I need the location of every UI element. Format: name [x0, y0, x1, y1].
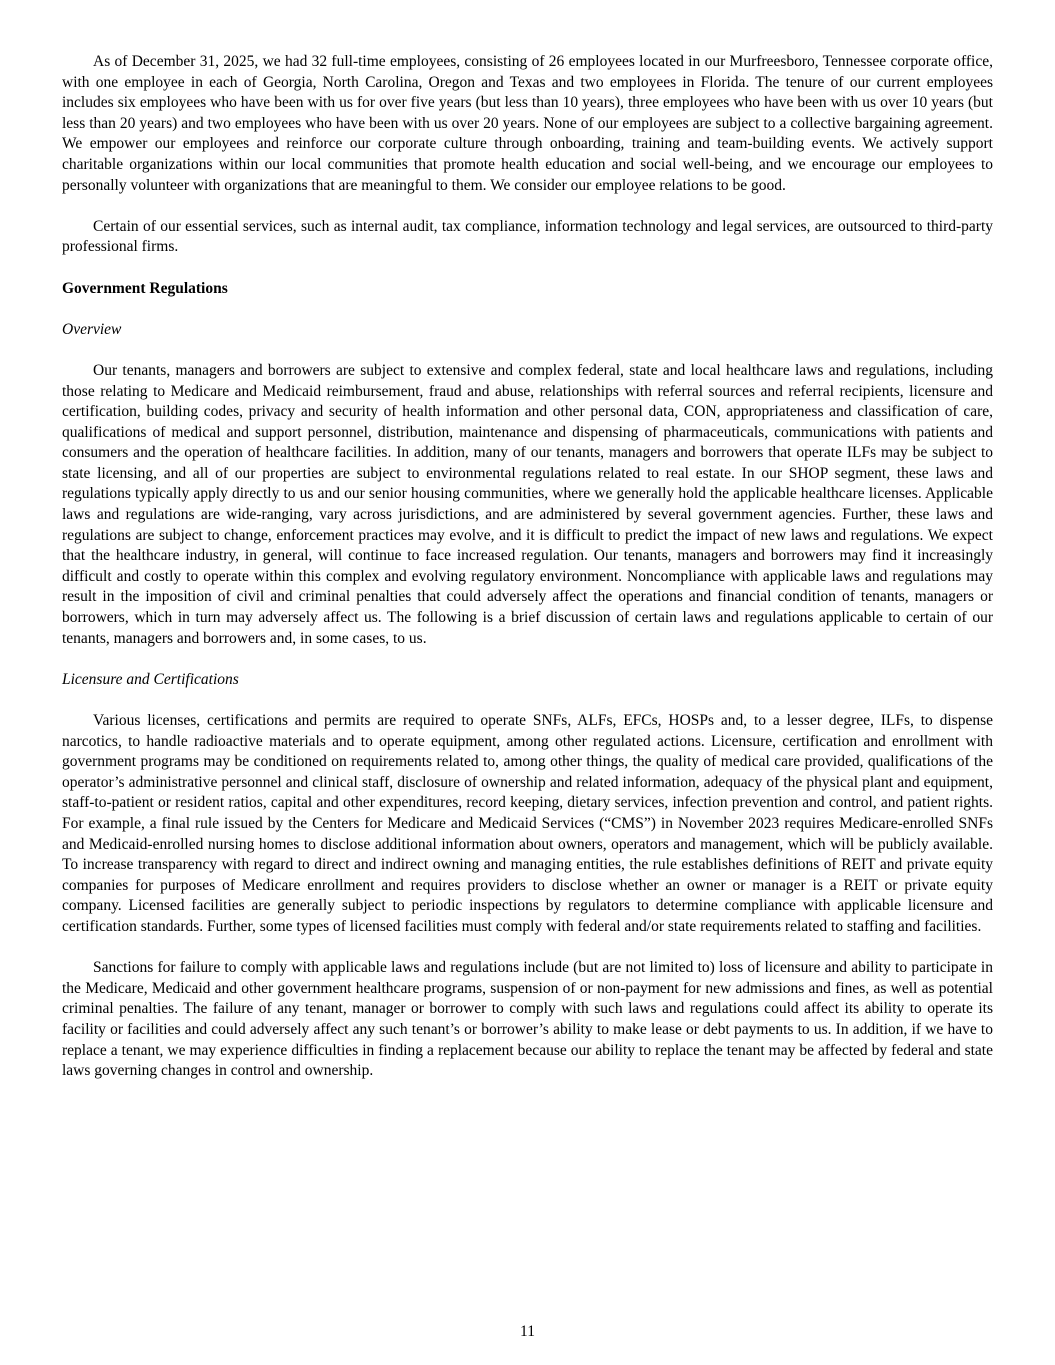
- document-page: [62, 52, 993, 1082]
- sanctions-paragraph: Sanctions for failure to comply with applicable laws and regulations include (but are not limited to) loss of licensure and ability to participate in the Medicare, Medicaid and other government healthcare programs, suspension of or non-payment for new admissions and fines, as well as potential criminal penalties. The failure of any tenant, manager or borrower to comply with such laws and regulations could affect its ability to operate its facility or facilities and could adversely affect any such tenant’s or borrower’s ability to make lease or debt payments to us. In addition, if we have to replace a tenant, we may experience difficulties in finding a replacement because our ability to replace the tenant may be affected by federal and state laws governing changes in control and ownership.: [62, 959, 993, 1080]
- overview-paragraph: Our tenants, managers and borrowers are subject to extensive and complex federal, state and local healthcare laws and regulations, including those relating to Medicare and Medicaid reimbursement, fraud and abuse, relationships with referral sources and referral recipients, licensure and certification, building codes, privacy and security of health information and other personal data, CON, appropriateness and classification of care, qualifications of medical and support personnel, distribution, maintenance and dispensing of pharmaceuticals, communications with patients and consumers and the operation of healthcare facilities. In addition, many of our tenants, managers and borrowers that operate ILFs may be subject to state licensing, and all of our properties are subject to environmental regulations related to real estate. In our SHOP segment, these laws and regulations typically apply directly to us and our senior housing communities, where we generally hold the applicable healthcare licenses. Applicable laws and regulations are wide-ranging, vary across jurisdictions, and are administered by several government agencies. Further, these laws and regulations are subject to change, enforcement practices may evolve, and it is difficult to predict the impact of new laws and regulations. We expect that the healthcare industry, in general, will continue to face increased regulation. Our tenants, managers and borrowers may find it increasingly difficult and costly to operate within this complex and evolving regulatory environment. Noncompliance with applicable laws and regulations may result in the imposition of civil and criminal penalties that could adversely affect the operations and financial condition of tenants, managers or borrowers, which in turn may adversely affect us. The following is a brief discussion of certain laws and regulations applicable to certain of our tenants, managers and borrowers and, in some cases, to us.: [62, 361, 993, 647]
- employees-paragraph: As of December 31, 2025, we had 32 full-time employees, consisting of 26 employees located in our Murfreesboro, Tennessee corporate office, with one employee in each of Georgia, North Carolina, Oregon and Texas and two employees in Florida. The tenure of our current employees includes six employees who have been with us for over five years (but less than 10 years), three employees who have been with us over 10 years (but less than 20 years) and two employees who have been with us over 20 years. None of our employees are subject to a collective bargaining agreement. We empower our employees and reinforce our corporate culture through onboarding, training and team-building events. We actively support charitable organizations within our local communities that promote health education and social well-being, and we encourage our employees to personally volunteer with organizations that are meaningful to them. We consider our employee relations to be good.: [62, 53, 993, 194]
- page-number: 11: [520, 1323, 535, 1340]
- government-regulations-heading: Government Regulations: [62, 279, 228, 297]
- licensure-paragraph: Various licenses, certifications and permits are required to operate SNFs, ALFs, EFCs, HOSPs and, to a lesser degree, ILFs, to dispense narcotics, to handle radioactive materials and to operate equipment, among other regulated actions. Licensure, certification and enrollment with government programs may be conditioned on requirements related to, among other things, the quality of medical care provided, qualifications of the operator’s administrative personnel and clinical staff, disclosure of ownership and related information, adequacy of the physical plant and equipment, staff-to-patient or resident ratios, capital and other expenditures, record keeping, dietary services, infection prevention and control, and patient rights. For example, a final rule issued by the Centers for Medicare and Medicaid Services (“CMS”) in November 2023 requires Medicare-enrolled SNFs and Medicaid-enrolled nursing homes to disclose additional information about owners, operators and management, which will be publicly available. To increase transparency with regard to direct and indirect owning and managing entities, the rule establishes definitions of REIT and private equity companies for purposes of Medicare enrollment and requires providers to disclose whether an owner or manager is a REIT or private equity company. Licensed facilities are generally subject to periodic inspections by regulators to determine compliance with applicable licensure and certification standards. Further, some types of licensed facilities must comply with federal and/or state requirements related to staffing and facilities.: [62, 712, 993, 935]
- outsourced-services-paragraph: Certain of our essential services, such as internal audit, tax compliance, information technology and legal services, are outsourced to third-party professional firms.: [62, 217, 993, 256]
- licensure-subheading: Licensure and Certifications: [62, 670, 239, 688]
- overview-subheading: Overview: [62, 320, 122, 338]
